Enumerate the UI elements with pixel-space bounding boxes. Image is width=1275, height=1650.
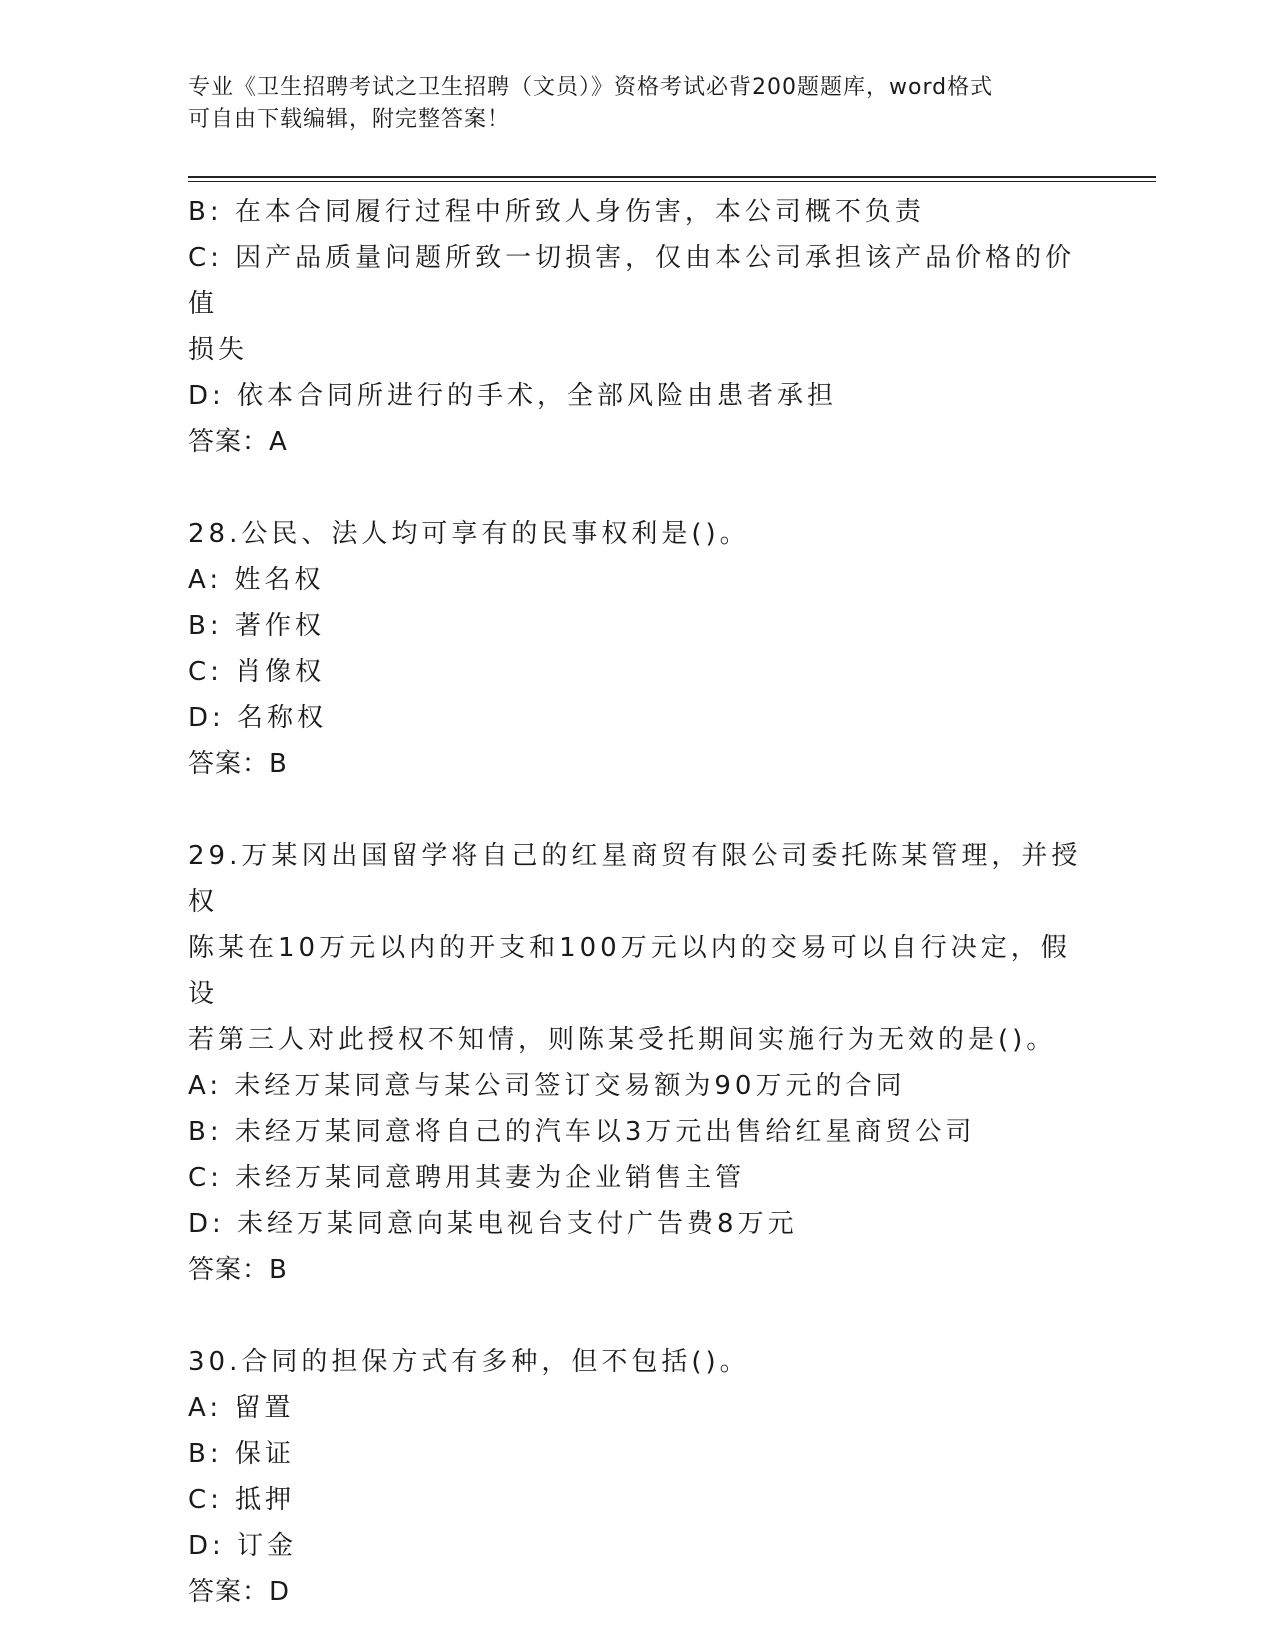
- answer-line: 答案：D: [188, 1577, 291, 1607]
- header-divider-thin: [188, 181, 1156, 182]
- header-divider-thick: [188, 176, 1156, 178]
- option-c: C: 因产品质量问题所致一切损害，仅由本公司承担该产品价格的价值: [188, 243, 1076, 319]
- answer-line: 答案：A: [188, 427, 288, 457]
- option-c: C: 肖像权: [188, 657, 326, 687]
- answer-line: 答案：B: [188, 1255, 288, 1285]
- option-b: B: 未经万某同意将自己的汽车以3万元出售给红星商贸公司: [188, 1117, 976, 1147]
- option-d: D: 名称权: [188, 703, 328, 733]
- answer-line: 答案：B: [188, 749, 288, 779]
- document-header: [188, 72, 1068, 136]
- option-a: A: 姓名权: [188, 565, 325, 595]
- option-b: B: 保证: [188, 1439, 295, 1469]
- question-27-continued: [188, 189, 1088, 465]
- option-d: D: 未经万某同意向某电视台支付广告费8万元: [188, 1209, 798, 1239]
- option-b: B: 在本合同履行过程中所致人身伤害，本公司概不负责: [188, 197, 925, 227]
- option-d: D: 订金: [188, 1531, 298, 1561]
- option-c-continued: 损失: [188, 335, 249, 365]
- option-c: C: 未经万某同意聘用其妻为企业销售主管: [188, 1163, 746, 1193]
- header-title-line-1: 专业《卫生招聘考试之卫生招聘（文员）》资格考试必背200题题库，word格式: [188, 75, 994, 100]
- option-c: C: 抵押: [188, 1485, 296, 1515]
- question-30: [188, 1339, 1088, 1615]
- header-title-line-2: 可自由下载编辑，附完整答案！: [188, 107, 511, 132]
- question-content: [188, 189, 1088, 1615]
- question-28: [188, 511, 1088, 787]
- question-29: [188, 833, 1088, 1293]
- option-a: A: 留置: [188, 1393, 295, 1423]
- question-stem: 28.公民、法人均可享有的民事权利是()。: [188, 519, 750, 549]
- question-stem: 29.万某冈出国留学将自己的红星商贸有限公司委托陈某管理，并授权: [188, 841, 1082, 917]
- option-b: B: 著作权: [188, 611, 325, 641]
- option-a: A: 未经万某同意与某公司签订交易额为90万元的合同: [188, 1071, 906, 1101]
- question-stem-line-3: 若第三人对此授权不知情，则陈某受托期间实施行为无效的是()。: [188, 1025, 1057, 1055]
- question-stem: 30.合同的担保方式有多种，但不包括()。: [188, 1347, 750, 1377]
- option-d: D: 依本合同所进行的手术，全部风险由患者承担: [188, 381, 838, 411]
- question-stem-line-2: 陈某在10万元以内的开支和100万元以内的交易可以自行决定，假设: [188, 933, 1071, 1009]
